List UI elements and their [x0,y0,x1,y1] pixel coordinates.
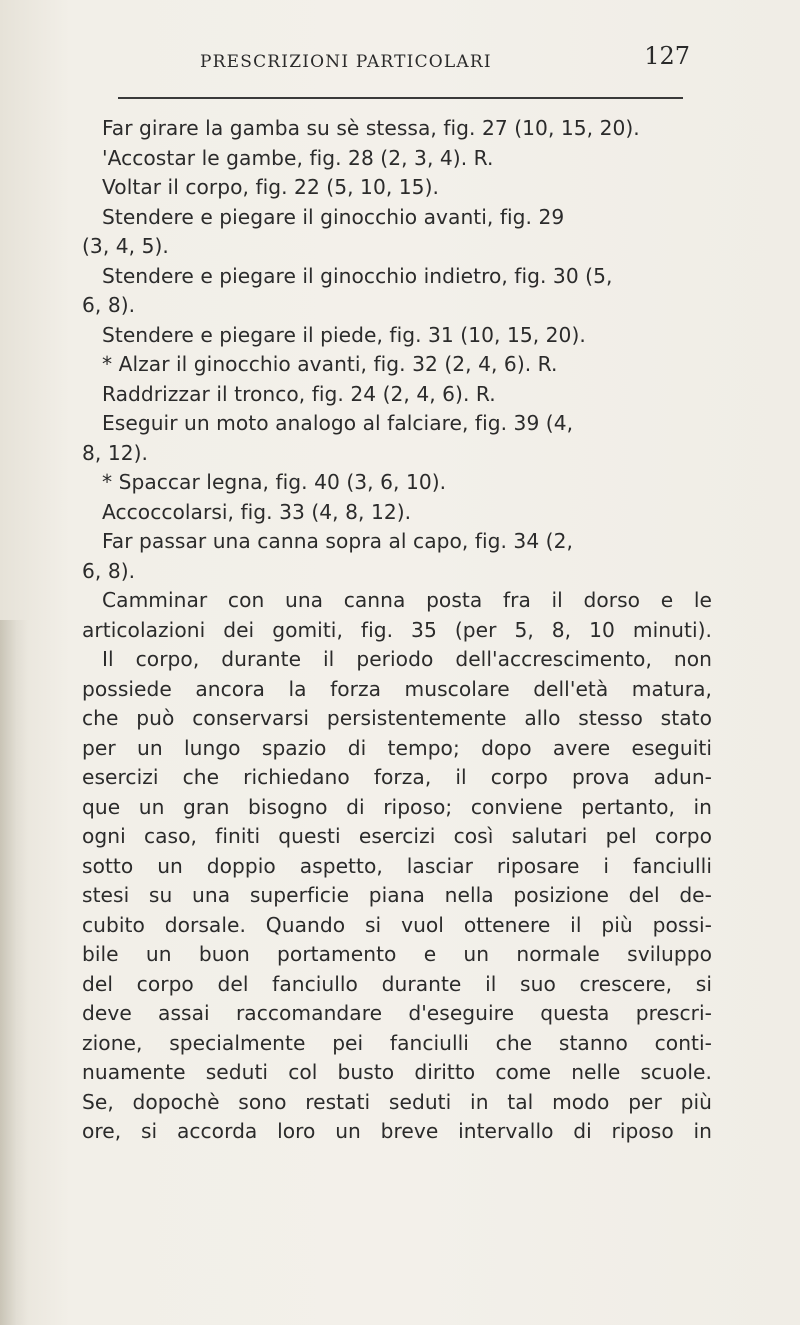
text-line: Raddrizzar il tronco, fig. 24 (2, 4, 6). R. [102,381,496,406]
running-head: PRESCRIZIONI PARTICOLARI [200,52,492,72]
text-line: nuamente seduti col busto diritto come nelle scuole. [82,1060,712,1084]
text-line: Accoccolarsi, fig. 33 (4, 8, 12). [102,499,412,524]
body-text [82,114,712,1147]
text-line: per un lungo spazio di tempo; dopo avere eseguiti [82,735,712,760]
header-rule [118,97,683,99]
text-line: che può conservarsi persistentemente allo stesso stato [82,706,712,730]
text-line: Far passar una canna sopra al capo, fig. 34 (2, [102,529,573,553]
text-line: Far girare la gamba su sè stessa, fig. 27 (10, 15, 20). [102,116,640,140]
text-line: zione, specialmente pei fanciulli che stanno conti- [82,1030,712,1055]
text-line: deve assai raccomandare d'eseguire questa prescri- [82,1001,712,1025]
text-line: cubito dorsale. Quando si vuol ottenere il più possi- [82,912,712,937]
text-line: articolazioni dei gomiti, fig. 35 (per 5, 8, 10 minuti). [82,617,712,642]
text-line: 6, 8). [82,558,136,583]
text-line: Stendere e piegare il ginocchio avanti, fig. 29 [102,204,565,229]
text-line: possiede ancora la forza muscolare dell'età matura, [82,676,712,701]
text-line: (3, 4, 5). [82,234,169,258]
text-line: * Spaccar legna, fig. 40 (3, 6, 10). [102,470,447,494]
text-line: Se, dopochè sono restati seduti in tal modo per più [82,1089,712,1114]
text-line: 6, 8). [82,293,136,317]
text-line: * Alzar il ginocchio avanti, fig. 32 (2, 4, 6). R. [102,352,558,376]
page-number: 127 [644,42,690,70]
page-header [200,42,690,82]
text-line: que un gran bisogno di riposo; conviene pertanto, in [82,794,712,819]
text-line: Voltar il corpo, fig. 22 (5, 10, 15). [102,175,439,199]
text-line: Il corpo, durante il periodo dell'accrescimento, non [102,647,712,671]
text-line: Stendere e piegare il piede, fig. 31 (10, 15, 20). [102,322,586,347]
text-line: stesi su una superficie piana nella posizione del de- [82,883,712,907]
text-line: esercizi che richiedano forza, il corpo prova adun- [82,765,712,789]
page-edge-shadow [0,620,28,1325]
text-line: Camminar con una canna posta fra il dorso e le [102,588,712,612]
text-line: ogni caso, finiti questi esercizi così salutari pel corpo [82,824,712,848]
text-line: ore, si accorda loro un breve intervallo di riposo in [82,1119,712,1143]
text-line: del corpo del fanciullo durante il suo crescere, si [82,971,712,996]
text-line: 'Accostar le gambe, fig. 28 (2, 3, 4). R. [102,145,494,170]
text-line: Eseguir un moto analogo al falciare, fig. 39 (4, [102,411,574,435]
text-line: Stendere e piegare il ginocchio indietro, fig. 30 (5, [102,263,613,288]
text-line: sotto un doppio aspetto, lasciar riposare i fanciulli [82,853,712,878]
text-line: bile un buon portamento e un normale sviluppo [82,942,712,966]
text-line: 8, 12). [82,440,149,465]
